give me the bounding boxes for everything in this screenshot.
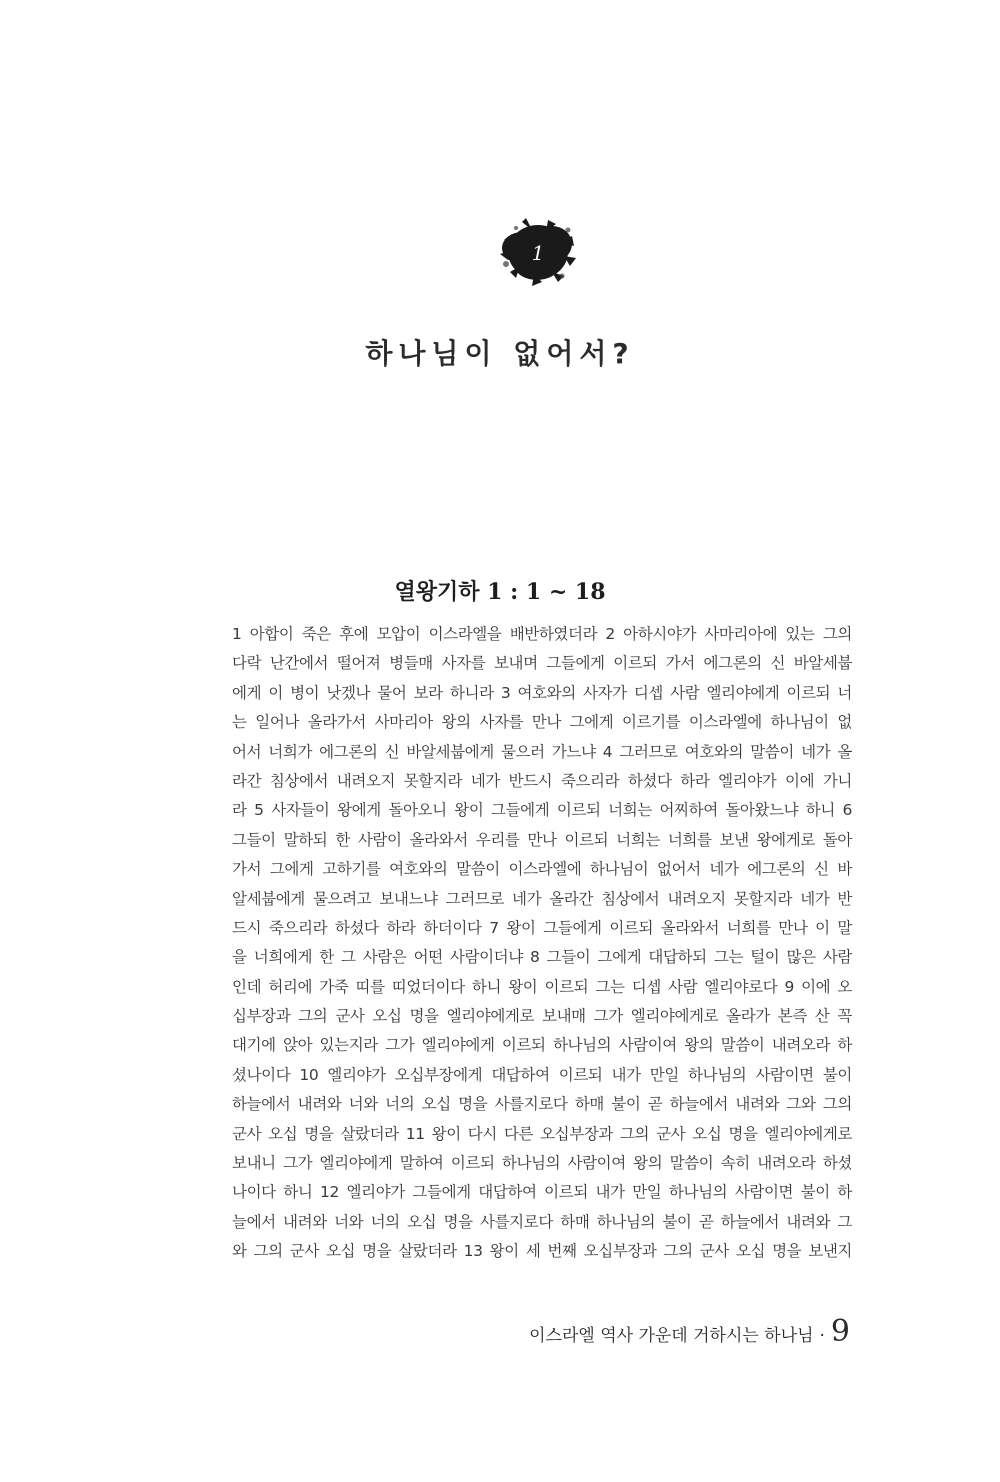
text-line: 그들이 말하되 한 사람이 올라와서 우리를 만나 이르되 너희는 너희를 보낸 왕에게로 돌아 [232,830,852,849]
text-line: 와 그의 군사 오십 명을 살랐더라 13 왕이 세 번째 오십부장과 그의 군사 오십 명을 보낸지 [232,1242,852,1261]
text-line: 어서 너희가 에그론의 신 바알세붑에게 물으러 가느냐 4 그러므로 여호와의 말씀이 네가 올 [232,742,852,761]
text-line: 늘에서 내려와 너와 너의 오십 명을 사를지로다 하매 하나님의 불이 곧 하늘에서 내려와 그 [232,1212,852,1231]
text-line: 알세붑에게 물으려고 보내느냐 그러므로 네가 올라간 침상에서 내려오지 못할지라 네가 반 [232,889,852,908]
text-line: 대기에 앉아 있는지라 그가 엘리야에게 이르되 하나님의 사람이여 왕의 말씀이 내려오라 하 [232,1036,852,1055]
text-line: 1 아합이 죽은 후에 모압이 이스라엘을 배반하였더라 2 아하시야가 사마리아에 있는 그의 [232,625,852,643]
passage-reference: 열왕기하 1 : 1 ~ 18 [394,579,606,605]
text-line: 을 너희에게 한 그 사람은 어떤 사람이더냐 8 그들이 그에게 대답하되 그는 털이 많은 사람 [232,948,852,967]
text-line: 셨나이다 10 엘리야가 오십부장에게 대답하여 이르되 내가 만일 하나님의 사람이면 불이 [232,1065,852,1084]
text-line: 드시 죽으리라 하셨다 하라 하더이다 7 왕이 그들에게 이르되 올라와서 너희를 만나 이 말 [232,918,852,937]
text-line: 는 일어나 올라가서 사마리아 왕의 사자를 만나 그에게 이르기를 이스라엘에 하나님이 없 [232,713,852,732]
chapter-ink-blot [492,210,582,290]
text-line: 나이다 하니 12 엘리야가 그들에게 대답하여 이르되 내가 만일 하나님의 사람이면 불이 하 [232,1183,852,1202]
text-line: 다락 난간에서 떨어져 병들매 사자를 보내며 그들에게 이르되 가서 에그론의 신 바알세붑 [232,654,852,673]
running-title: 이스라엘 역사 가운데 거하시는 하나님 [529,1326,814,1346]
footer-separator: · [819,1326,825,1346]
page-footer [529,1314,850,1354]
text-line: 라 5 사자들이 왕에게 돌아오니 왕이 그들에게 이르되 너희는 어찌하여 돌아왔느냐 하니 6 [232,801,852,820]
text-line: 에게 이 병이 낫겠나 물어 보라 하니라 3 여호와의 사자가 디셉 사람 엘리야에게 이르되 너 [232,683,852,702]
text-line: 보내니 그가 엘리야에게 말하여 이르되 하나님의 사람이여 왕의 말씀이 속히 내려오라 하셨 [232,1154,852,1173]
text-line: 하늘에서 내려와 너와 너의 오십 명을 사를지로다 하매 불이 곧 하늘에서 내려와 그와 그의 [232,1095,852,1114]
text-line: 십부장과 그의 군사 오십 명을 엘리야에게로 보내매 그가 엘리야에게로 올라가 본즉 산 꼭 [232,1007,852,1026]
text-line: 라간 침상에서 내려오지 못할지라 네가 반드시 죽으리라 하셨다 하라 엘리야가 이에 가니 [232,771,852,790]
chapter-number: 1 [531,241,545,265]
text-line: 군사 오십 명을 살랐더라 11 왕이 다시 다른 오십부장과 그의 군사 오십 명을 엘리야에게로 [232,1124,852,1143]
page-number: 9 [830,1314,850,1349]
text-line: 가서 그에게 고하기를 여호와의 말씀이 이스라엘에 하나님이 없어서 네가 에그론의 신 바 [232,860,852,879]
chapter-title: 하나님이 없어서? [365,337,635,370]
text-line: 인데 허리에 가죽 띠를 띠었더이다 하니 왕이 이르되 그는 디셉 사람 엘리야로다 9 이에 오 [232,977,852,996]
scripture-text [232,620,852,1267]
